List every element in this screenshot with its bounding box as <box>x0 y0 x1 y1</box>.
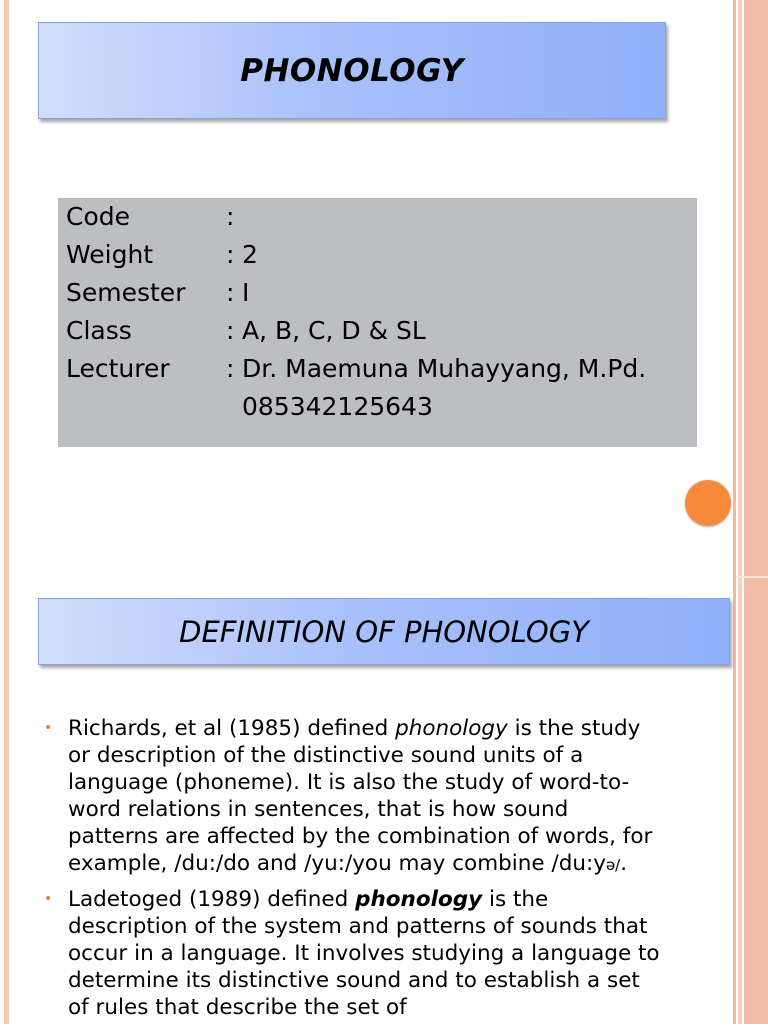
info-label: Lecturer <box>66 354 170 383</box>
info-label: Class <box>66 316 132 345</box>
slide-1-title: PHONOLOGY <box>240 52 464 89</box>
info-row-class: Class : A, B, C, D & SL <box>66 316 426 345</box>
info-label: Semester <box>66 278 186 307</box>
list-item: • Richards, et al (1985) defined phonology is the study or description of the distinctive sound units of a language (phoneme). It is also the study of word-to-word relations in sentences, that is how sound patterns are affected by the combination of words, for example, /du:/do and /yu:/you may combine /du:yə/. <box>44 716 653 876</box>
slide-2-title-box <box>38 598 730 665</box>
left-decorative-line <box>4 0 9 1024</box>
right-decorative-stripe <box>733 0 736 1024</box>
info-row-semester: Semester : I <box>66 278 250 307</box>
right-decorative-stripe <box>738 0 742 1024</box>
info-value: Dr. Maemuna Muhayyang, M.Pd. <box>242 354 647 383</box>
slide-2-title: DEFINITION OF PHONOLOGY <box>179 614 589 649</box>
italic-term: phonology <box>395 716 508 741</box>
info-label: Code <box>66 202 131 231</box>
right-decorative-stripe <box>744 0 768 1024</box>
slide-separator <box>736 576 768 578</box>
info-value: 2 <box>242 240 258 269</box>
orange-circle-decoration <box>685 480 731 526</box>
info-label: Weight <box>66 240 154 269</box>
list-item: • Ladetoged (1989) defined phonology is the description of the system and patterns of sounds that occur in a language. It involves studying a language to determine its distinctive sound and to establish a set of rules that describe the set of <box>44 887 660 1020</box>
definition-list <box>44 715 664 1028</box>
lecturer-phone: 085342125643 <box>242 392 433 421</box>
info-row-code: Code : <box>66 202 235 231</box>
course-info-box <box>58 198 697 447</box>
info-row-weight: Weight : 2 <box>66 240 258 269</box>
slide-1-title-box <box>38 22 666 119</box>
info-value: I <box>242 278 250 307</box>
bold-italic-term: phonology <box>355 887 483 912</box>
info-value: A, B, C, D & SL <box>242 316 426 345</box>
bullet-icon: • <box>44 891 53 907</box>
info-row-lecturer: Lecturer : Dr. Maemuna Muhayyang, M.Pd. <box>66 354 647 383</box>
bullet-icon: • <box>44 720 53 736</box>
